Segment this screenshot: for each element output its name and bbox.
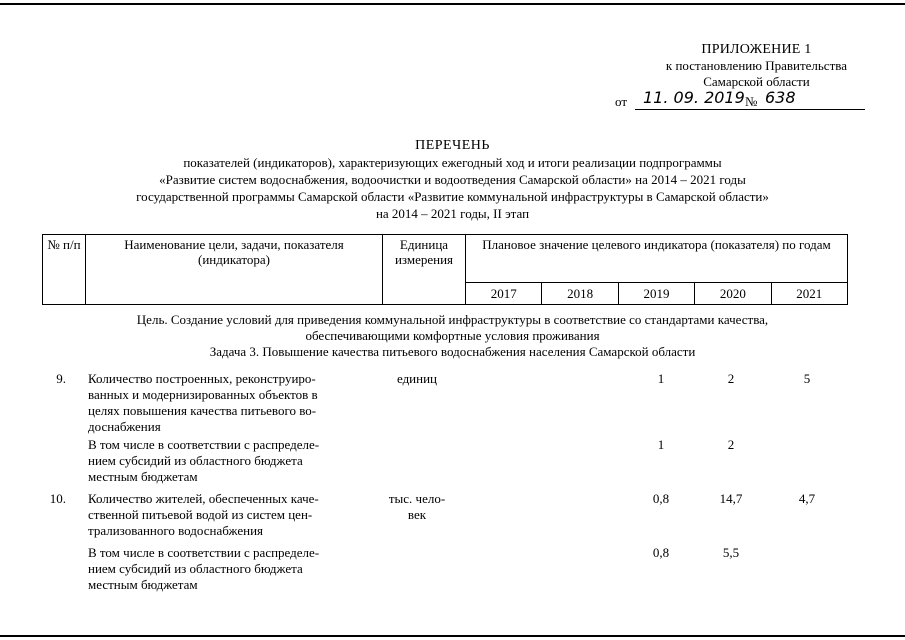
header-year-2019: 2019 [618, 283, 694, 305]
goal-line-2: обеспечивающими комфортные условия проживания [305, 328, 600, 343]
row-9-sub-2020: 2 [727, 437, 735, 452]
row-9-name-line: Количество построенных, реконструиро- [88, 371, 316, 386]
document-title [0, 138, 905, 222]
row-10-unit [377, 491, 457, 523]
header-plan: Плановое значение целевого индикатора (показателя) по годам [466, 235, 848, 283]
row-9-2021: 5 [803, 371, 811, 386]
header-year-2017: 2017 [466, 283, 542, 305]
row-10-name-line: Количество жителей, обеспеченных каче- [88, 491, 319, 506]
appendix-line-1: к постановлению Правительства [665, 58, 847, 73]
number-label: № [745, 94, 758, 109]
row-10-sub-2020: 5,5 [722, 545, 740, 560]
row-10-sub-name-line: В том числе в соответствии с распределе- [88, 545, 320, 560]
top-border-line [0, 3, 905, 5]
row-10-2019: 0,8 [652, 491, 670, 506]
appendix-block [666, 42, 847, 90]
table-header [42, 234, 848, 305]
title-main: ПЕРЕЧЕНЬ [415, 138, 490, 153]
row-9-num: 9. [56, 371, 66, 386]
row-9-name-line: целях повышения качества питьевого во- [88, 403, 317, 418]
row-9-sub-2019: 1 [657, 437, 665, 452]
date-underline [635, 109, 865, 110]
header-name: Наименование цели, задачи, показателя (индикатора) [86, 235, 383, 305]
row-9-sub-name-line: В том числе в соответствии с распределе- [88, 437, 320, 452]
row-10-num: 10. [49, 491, 66, 506]
header-year-2018: 2018 [542, 283, 618, 305]
title-line-1: показателей (индикаторов), характеризующих ежегодный ход и итоги реализации подпрограммы [183, 155, 722, 170]
row-10-name-line: ственной питьевой водой из систем цен- [88, 507, 313, 522]
header-num: № п/п [43, 235, 86, 305]
date-prefix: от [615, 94, 628, 109]
row-9-name-line: доснабжения [88, 419, 161, 434]
row-9-sub-name [88, 437, 378, 485]
title-line-3: государственной программы Самарской области «Развитие коммунальной инфраструктуры в Самарской области» [136, 189, 769, 204]
row-9-sub-name-line: нием субсидий из областного бюджета [88, 453, 303, 468]
title-line-4: на 2014 – 2021 годы, II этап [375, 206, 530, 221]
task-line: Задача 3. Повышение качества питьевого водоснабжения населения Самарской области [209, 344, 696, 359]
goal-line-1: Цель. Создание условий для приведения коммунальной инфраструктуры в соответствие со стандартами качества, [136, 312, 769, 327]
title-line-2: «Развитие систем водоснабжения, водоочистки и водоотведения Самарской области» на 2014 – 2021 годы [159, 172, 746, 187]
row-10-name-line: трализованного водоснабжения [88, 523, 264, 538]
row-10-unit-line: век [407, 507, 427, 522]
row-10-sub-name [88, 545, 378, 593]
row-9-unit: единиц [396, 371, 438, 386]
row-9-name-line: ванных и модернизированных объектов в [88, 387, 318, 402]
row-9-sub-name-line: местным бюджетам [88, 469, 198, 484]
appendix-date-line [615, 90, 855, 110]
row-10-name [88, 491, 378, 539]
appendix-line-2: Самарской области [703, 74, 810, 89]
header-year-2020: 2020 [695, 283, 771, 305]
row-10-sub-name-line: нием субсидий из областного бюджета [88, 561, 303, 576]
appendix-heading: ПРИЛОЖЕНИЕ 1 [701, 42, 812, 57]
header-year-2021: 2021 [771, 283, 847, 305]
row-9-2019: 1 [657, 371, 665, 386]
row-10-unit-line: тыс. чело- [388, 491, 446, 506]
row-10-2021: 4,7 [798, 491, 816, 506]
row-10-2020: 14,7 [719, 491, 743, 506]
row-9-name [88, 371, 378, 435]
handwritten-number: 638 [765, 88, 796, 107]
header-unit: Единица измерения [383, 235, 466, 305]
bottom-border-line [0, 635, 905, 637]
handwritten-date: 11. 09. 2019 [643, 88, 745, 107]
row-10-sub-2019: 0,8 [652, 545, 670, 560]
row-9-2020: 2 [727, 371, 735, 386]
row-10-sub-name-line: местным бюджетам [88, 577, 198, 592]
